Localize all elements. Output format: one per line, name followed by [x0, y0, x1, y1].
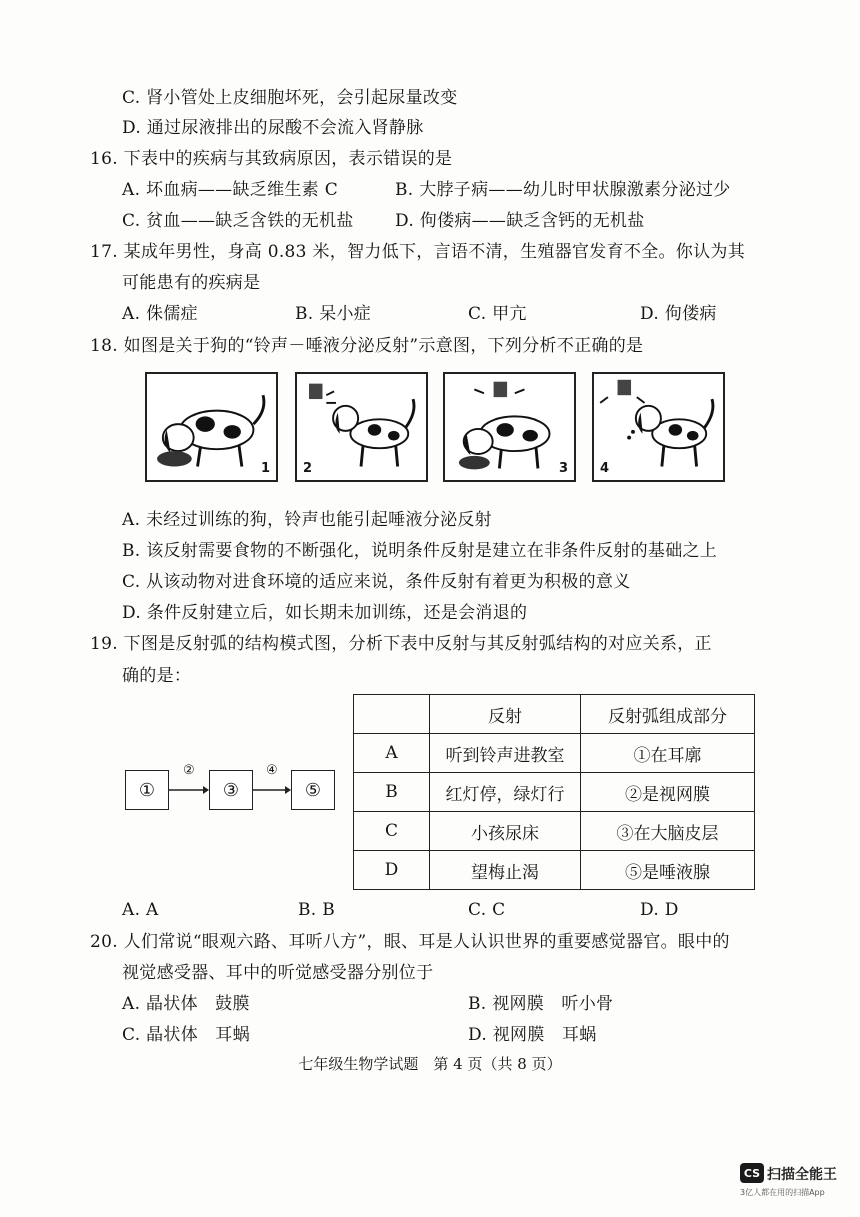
- q17-stem-line1: 17. 某成年男性，身高 0.83 米，智力低下，言语不清，生殖器官发育不全。你认为其: [90, 242, 745, 262]
- camscanner-logo: CS: [740, 1163, 764, 1183]
- dog-panel-1: [145, 372, 278, 482]
- table-row: [354, 773, 755, 812]
- q18-option-b: B. 该反射需要食物的不断强化，说明条件反射是建立在非条件反射的基础之上: [122, 541, 718, 561]
- arc-label-afferent: ②: [183, 763, 195, 778]
- q19-stem-line1: 19. 下图是反射弧的结构模式图，分析下表中反射与其反射弧结构的对应关系，正: [90, 634, 712, 654]
- arrow-icon: [253, 784, 291, 796]
- table-header-row: [354, 695, 755, 734]
- q17-option-b: B. 呆小症: [295, 304, 372, 324]
- dog-eating-icon: [147, 374, 276, 480]
- reflex-table: [353, 694, 755, 890]
- table-cell: A: [354, 734, 430, 773]
- table-row: [354, 851, 755, 890]
- q19-option-b: B. B: [298, 900, 335, 920]
- arc-box-receptor: ①: [125, 770, 169, 810]
- q19-option-d: D. D: [640, 900, 679, 920]
- q17-option-a: A. 侏儒症: [122, 304, 198, 324]
- table-header: [354, 695, 430, 734]
- arc-box-effector: ⑤: [291, 770, 335, 810]
- dog-bell-icon: [297, 374, 426, 480]
- table-cell: 红灯停，绿灯行: [430, 773, 581, 812]
- dog-bell-food-icon: [445, 374, 574, 480]
- panel-number: 1: [260, 461, 270, 476]
- q19-stem-line2: 确的是：: [122, 666, 192, 686]
- panel-number: 3: [558, 461, 568, 476]
- q17-option-c: C. 甲亢: [468, 304, 527, 324]
- q20-stem-line1: 20. 人们常说“眼观六路、耳听八方”，眼、耳是人认识世界的重要感觉器官。眼中的: [90, 932, 730, 952]
- arrow-icon: [169, 784, 209, 796]
- table-cell: C: [354, 812, 430, 851]
- dog-reflex-figure: [145, 372, 730, 484]
- dog-panel-2: [295, 372, 428, 482]
- dog-salivating-icon: [594, 374, 723, 480]
- table-cell: 听到铃声进教室: [430, 734, 581, 773]
- q17-option-d: D. 佝偻病: [640, 304, 717, 324]
- table-header: 反射: [430, 695, 581, 734]
- table-cell: ⑤是唾液腺: [581, 851, 755, 890]
- q18-stem: 18. 如图是关于狗的“铃声－唾液分泌反射”示意图，下列分析不正确的是: [90, 336, 644, 356]
- arc-label-efferent: ④: [266, 763, 278, 778]
- table-cell: 小孩尿床: [430, 812, 581, 851]
- q16-option-c: C. 贫血——缺乏含铁的无机盐: [122, 211, 354, 231]
- table-cell: B: [354, 773, 430, 812]
- table-cell: ①在耳廓: [581, 734, 755, 773]
- q15-option-d: D. 通过尿液排出的尿酸不会流入肾静脉: [122, 118, 424, 138]
- table-header: 反射弧组成部分: [581, 695, 755, 734]
- arc-box-center: ③: [209, 770, 253, 810]
- panel-number: 4: [600, 461, 610, 476]
- watermark-subtitle: 3亿人都在用的扫描App: [740, 1188, 825, 1197]
- q20-option-d: D. 视网膜 耳蜗: [468, 1025, 597, 1045]
- table-cell: 望梅止渴: [430, 851, 581, 890]
- q16-option-d: D. 佝偻病——缺乏含钙的无机盐: [395, 211, 645, 231]
- q19-option-c: C. C: [468, 900, 506, 920]
- q18-option-a: A. 未经过训练的狗，铃声也能引起唾液分泌反射: [122, 510, 492, 530]
- dog-panel-3: [443, 372, 576, 482]
- watermark-name: 扫描全能王: [767, 1167, 837, 1183]
- q19-option-a: A. A: [122, 900, 159, 920]
- q18-option-c: C. 从该动物对进食环境的适应来说，条件反射有着更为积极的意义: [122, 572, 631, 592]
- q20-option-a: A. 晶状体 鼓膜: [122, 994, 250, 1014]
- dog-panel-4: [592, 372, 725, 482]
- q16-option-a: A. 坏血病——缺乏维生素 C: [122, 180, 338, 200]
- q20-stem-line2: 视觉感受器、耳中的听觉感受器分别位于: [122, 963, 434, 983]
- q20-option-c: C. 晶状体 耳蜗: [122, 1025, 250, 1045]
- q16-stem: 16. 下表中的疾病与其致病原因，表示错误的是: [90, 149, 453, 169]
- table-row: [354, 812, 755, 851]
- q15-option-c: C. 肾小管处上皮细胞坏死，会引起尿量改变: [122, 88, 458, 108]
- table-cell: ②是视网膜: [581, 773, 755, 812]
- table-cell: ③在大脑皮层: [581, 812, 755, 851]
- q20-option-b: B. 视网膜 听小骨: [468, 994, 614, 1014]
- q17-stem-line2: 可能患有的疾病是: [122, 273, 261, 293]
- q18-option-d: D. 条件反射建立后，如长期未加训练，还是会消退的: [122, 603, 528, 623]
- table-cell: D: [354, 851, 430, 890]
- reflex-arc-diagram: [125, 763, 335, 818]
- q16-option-b: B. 大脖子病——幼儿时甲状腺激素分泌过少: [395, 180, 731, 200]
- page-footer: 七年级生物学试题 第 4 页（共 8 页）: [298, 1055, 562, 1073]
- table-row: [354, 734, 755, 773]
- panel-number: 2: [303, 461, 313, 476]
